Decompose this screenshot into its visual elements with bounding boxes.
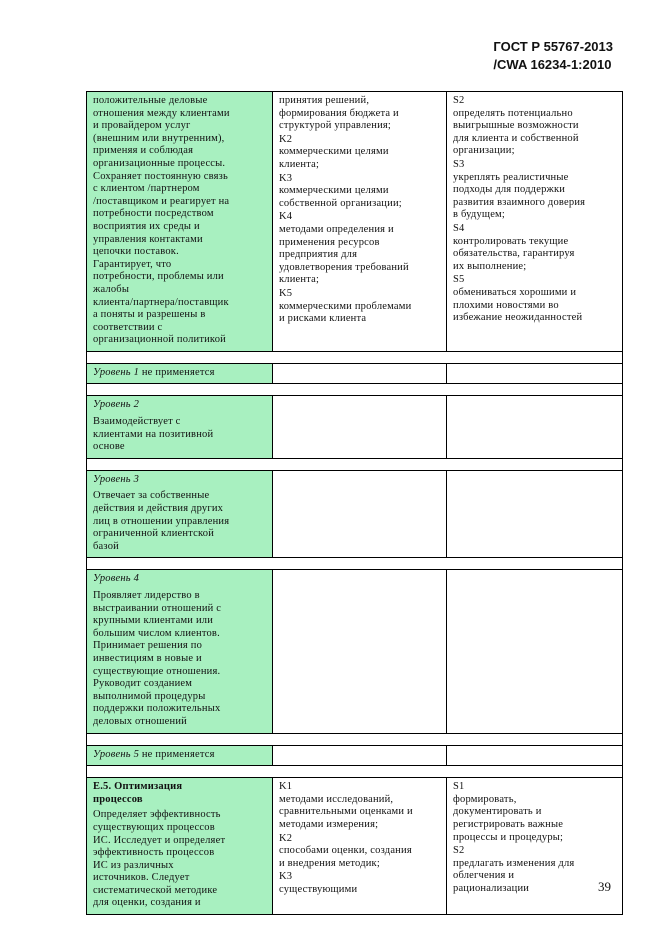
table-row — [87, 396, 623, 458]
standard-number: ГОСТ Р 55767-2013 — [493, 39, 613, 54]
row1-skills: S2 определять потенциально выигрышные возможности для клиента и собственной организации; S3 укреплять реалистичные подходы для поддержки развития взаимного доверия в будущем; S4 контролировать текущие обязательства, гарантируя их выполнение; S5 обмениваться хорошими и плохими новостями во избежание неожиданностей — [447, 92, 623, 352]
e5-knowledge: K1 методами исследований, сравнительными оценками и методами измерения; K2 способами оценки, создания и внедрения методик; K3 существующими — [273, 778, 447, 915]
table-row — [87, 470, 623, 558]
table-row — [87, 570, 623, 733]
level-label: Уровень 2 — [93, 399, 140, 411]
level1-cell: Уровень 1 не применяется — [87, 363, 273, 384]
e5-description: Е.5. Оптимизация процессов Определяет эффективность существующих процессов ИС. Исследует и определяет эффективность процессов ИС из различных источников. Следует систематической методике для оценки, создания и — [87, 778, 273, 915]
level2-cell: Уровень 2 Взаимодействует с клиентами на позитивной основе — [87, 396, 273, 458]
document-header — [493, 38, 613, 74]
level-label: Уровень 4 — [93, 573, 140, 585]
level-label: Уровень 3 — [93, 473, 140, 485]
level5-cell: Уровень 5 не применяется — [87, 745, 273, 766]
e5-skills: S1 формировать, документировать и регистрировать важные процессы и процедуры; S2 предлагать изменения для облегчения и рационализации — [447, 778, 623, 915]
competence-table — [86, 91, 623, 915]
table-row — [87, 363, 623, 384]
table-row — [87, 778, 623, 915]
level4-cell: Уровень 4 Проявляет лидерство в выстраивании отношений с крупными клиентами или большим числом клиентов. Принимает решения по инвестициям в новые и существующие отношения. Руководит созданием выполнимой процедуры поддержки положительных деловых отношений — [87, 570, 273, 733]
cwa-number: /CWA 16234-1:2010 — [493, 57, 612, 72]
page-number: 39 — [598, 879, 611, 894]
level-label: Уровень 5 — [93, 748, 140, 760]
table-row — [87, 745, 623, 766]
row1-description: положительные деловые отношения между клиентами и провайдером услуг (внешним или внутренним), применяя и соблюдая организационные процессы. Сохраняет постоянную связь с клиентом /партнером /поставщиком и реагирует на потребности посредством восприятия их среды и управления контактами цепочки поставок. Гарантирует, что потребности, проблемы или жалобы клиента/партнера/поставщик а поняты и разрешены в соответствии с организационной политикой — [87, 92, 273, 352]
row1-knowledge: принятия решений, формирования бюджета и структурой управления; K2 коммерческими целями клиента; K3 коммерческими целями собственной организации; K4 методами определения и применения ресурсов предприятия для удовлетворения требований клиента; K5 коммерческими проблемами и рисками клиента — [273, 92, 447, 352]
level-label: Уровень 1 — [93, 366, 140, 378]
level3-cell: Уровень 3 Отвечает за собственные действия и действия других лиц в отношении управления ограниченной клиентской базой — [87, 470, 273, 558]
table-row — [87, 92, 623, 352]
section-title: Е.5. Оптимизация — [93, 781, 183, 793]
